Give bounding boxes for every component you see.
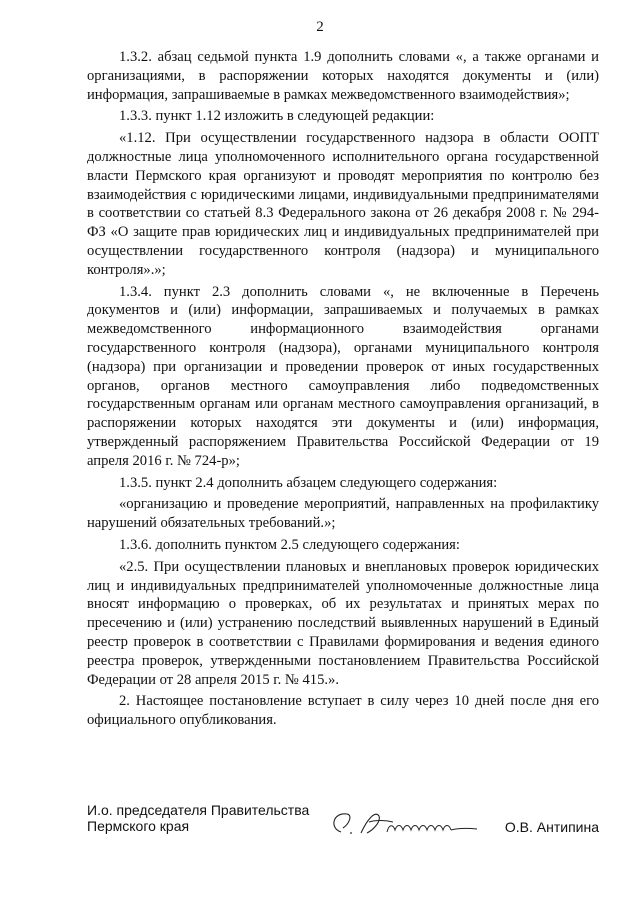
paragraph-effective-date: 2. Настоящее постановление вступает в силу через 10 дней после дня его официального опубликования. [87,693,599,729]
handwritten-signature [327,806,497,842]
page-number: 2 [316,19,324,35]
paragraph-2-5-text: «2.5. При осуществлении плановых и внеплановых проверок юридических лиц и индивидуальных предпринимателей уполномоченные должностные лица вносят информацию о проверках, об их результатах и принятых мерах по пресечению и (или) устранению последствий выявленных нарушений в Единый реестр проверок в соответствии с Правилами формирования и ведения единого реестра проверок, утвержденными постановлением Правительства Российской Федерации от 28 апреля 2015 г. № 415.». [87,558,599,688]
paragraph-1-3-5: 1.3.5. пункт 2.4 дополнить абзацем следующего содержания: [119,474,498,491]
paragraph-1-3-2: 1.3.2. абзац седьмой пункта 1.9 дополнить словами «, а также органами и организациями, в распоряжении которых находятся документы и (или) информация, запрашиваемые в рамках межведомственного взаимодействия»; [87,49,599,103]
signature-block [87,802,599,846]
signatory-position [87,802,309,834]
paragraph-1-3-6: 1.3.6. дополнить пунктом 2.5 следующего содержания: [119,536,460,553]
paragraph-1-3-4: 1.3.4. пункт 2.3 дополнить словами «, не включенные в Перечень документов и (или) информации, запрашиваемых и получаемых в рамках межведомственного информационного взаимодействия органами государственного контроля (надзора), органами муниципального контроля (надзора) при организации и проведении проверок от иных государственных органов, органов местного самоуправления либо подведомственных государственным органам или органам местного самоуправления организаций, в распоряжении которых находятся эти документы и (или) информация, утвержденный распоряжением Правительства Российской Федерации от 19 апреля 2016 г. № 724-р»; [87,283,599,469]
signatory-position-line1: И.о. председателя Правительства [87,802,310,818]
signatory-position-line2: Пермского края [87,818,190,834]
paragraph-1-12-text: «1.12. При осуществлении государственного надзора в области ООПТ должностные лица уполномоченного исполнительного органа государственной власти Пермского края организуют и проводят мероприятия по контролю без взаимодействия с юридическими лицами, индивидуальными предпринимателями в соответствии со статьей 8.3 Федерального закона от 26 декабря 2008 г. № 294-ФЗ «О защите прав юридических лиц и индивидуальных предпринимателей при осуществлении государственного контроля (надзора) и муниципального контроля».»; [87,130,599,278]
signatory-name: О.В. Антипина [504,819,599,835]
document-body [87,48,599,733]
paragraph-1-3-3: 1.3.3. пункт 1.12 изложить в следующей редакции: [119,108,435,125]
paragraph-2-4-addition: «организацию и проведение мероприятий, направленных на профилактику нарушений обязательных требований.»; [87,496,599,532]
